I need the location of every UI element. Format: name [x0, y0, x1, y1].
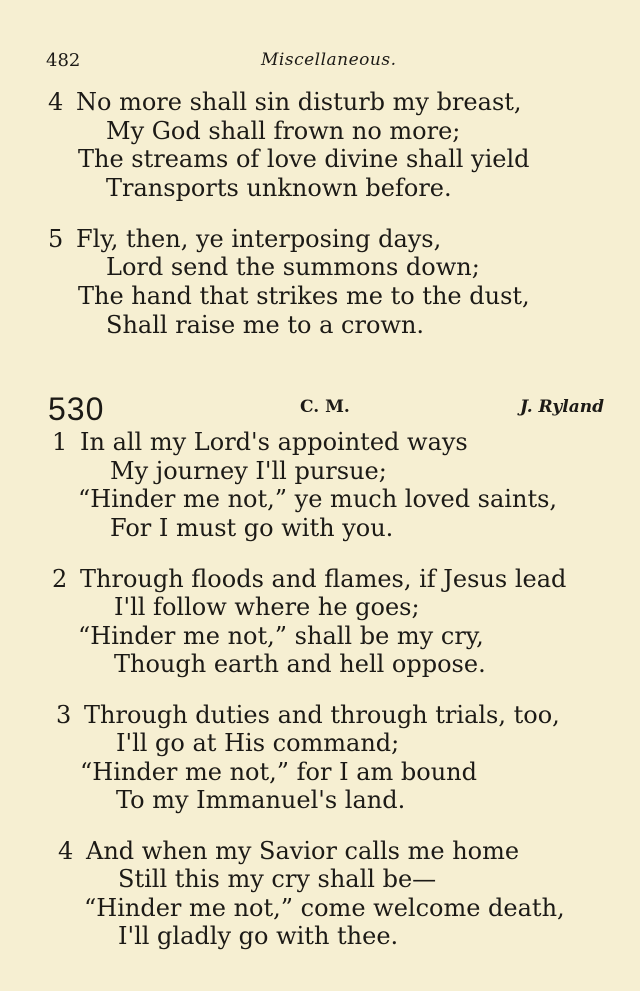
verse-line: Transports unknown before. [106, 174, 452, 202]
verse-line: Fly, then, ye interposing days, [76, 225, 442, 253]
stanza-number: 1 [52, 428, 68, 456]
verse-line: “Hinder me not,” ye much loved saints, [78, 485, 558, 513]
verse-line: To my Immanuel's land. [116, 786, 406, 814]
hymn-number: 530 [48, 391, 105, 427]
stanza-first-line [52, 428, 468, 456]
verse-line: “Hinder me not,” for I am bound [80, 758, 477, 786]
page-header [46, 50, 606, 74]
verse-line: Still this my cry shall be— [118, 865, 437, 893]
stanza-first-line [48, 88, 522, 116]
verse-line: No more shall sin disturb my breast, [76, 88, 522, 116]
stanza-number: 3 [56, 701, 72, 729]
page-number: 482 [46, 50, 81, 71]
verse-line: Though earth and hell oppose. [114, 650, 486, 678]
stanza-number: 5 [48, 225, 64, 253]
stanza-first-line [48, 225, 441, 253]
verse-line: My God shall frown no more; [106, 117, 461, 145]
running-head: Miscellaneous. [261, 50, 397, 70]
stanza-number: 2 [52, 565, 68, 593]
verse-line: The hand that strikes me to the dust, [78, 282, 530, 310]
verse-line: My journey I'll pursue; [110, 457, 387, 485]
verse-line: Through duties and through trials, too, [84, 701, 560, 729]
hymn-meter: C. M. [300, 397, 350, 417]
verse-line: Lord send the summons down; [106, 253, 480, 281]
verse-line: “Hinder me not,” shall be my cry, [78, 622, 484, 650]
stanza-first-line [58, 837, 519, 865]
verse-line: Through floods and flames, if Jesus lead [80, 565, 567, 593]
stanza-first-line [56, 701, 560, 729]
stanza-number: 4 [48, 88, 64, 116]
verse-line: I'll go at His command; [116, 729, 400, 757]
verse-line: And when my Savior calls me home [86, 837, 520, 865]
hymn-author: J. Ryland [520, 397, 604, 417]
stanza-number: 4 [58, 837, 74, 865]
verse-line: For I must go with you. [110, 514, 394, 542]
verse-line: I'll follow where he goes; [114, 593, 420, 621]
verse-line: The streams of love divine shall yield [78, 145, 530, 173]
verse-line: “Hinder me not,” come welcome death, [84, 894, 565, 922]
stanza-first-line [52, 565, 566, 593]
verse-line: I'll gladly go with thee. [118, 922, 399, 950]
hymn-heading [48, 391, 608, 429]
verse-line: Shall raise me to a crown. [106, 311, 425, 339]
verse-line: In all my Lord's appointed ways [80, 428, 468, 456]
